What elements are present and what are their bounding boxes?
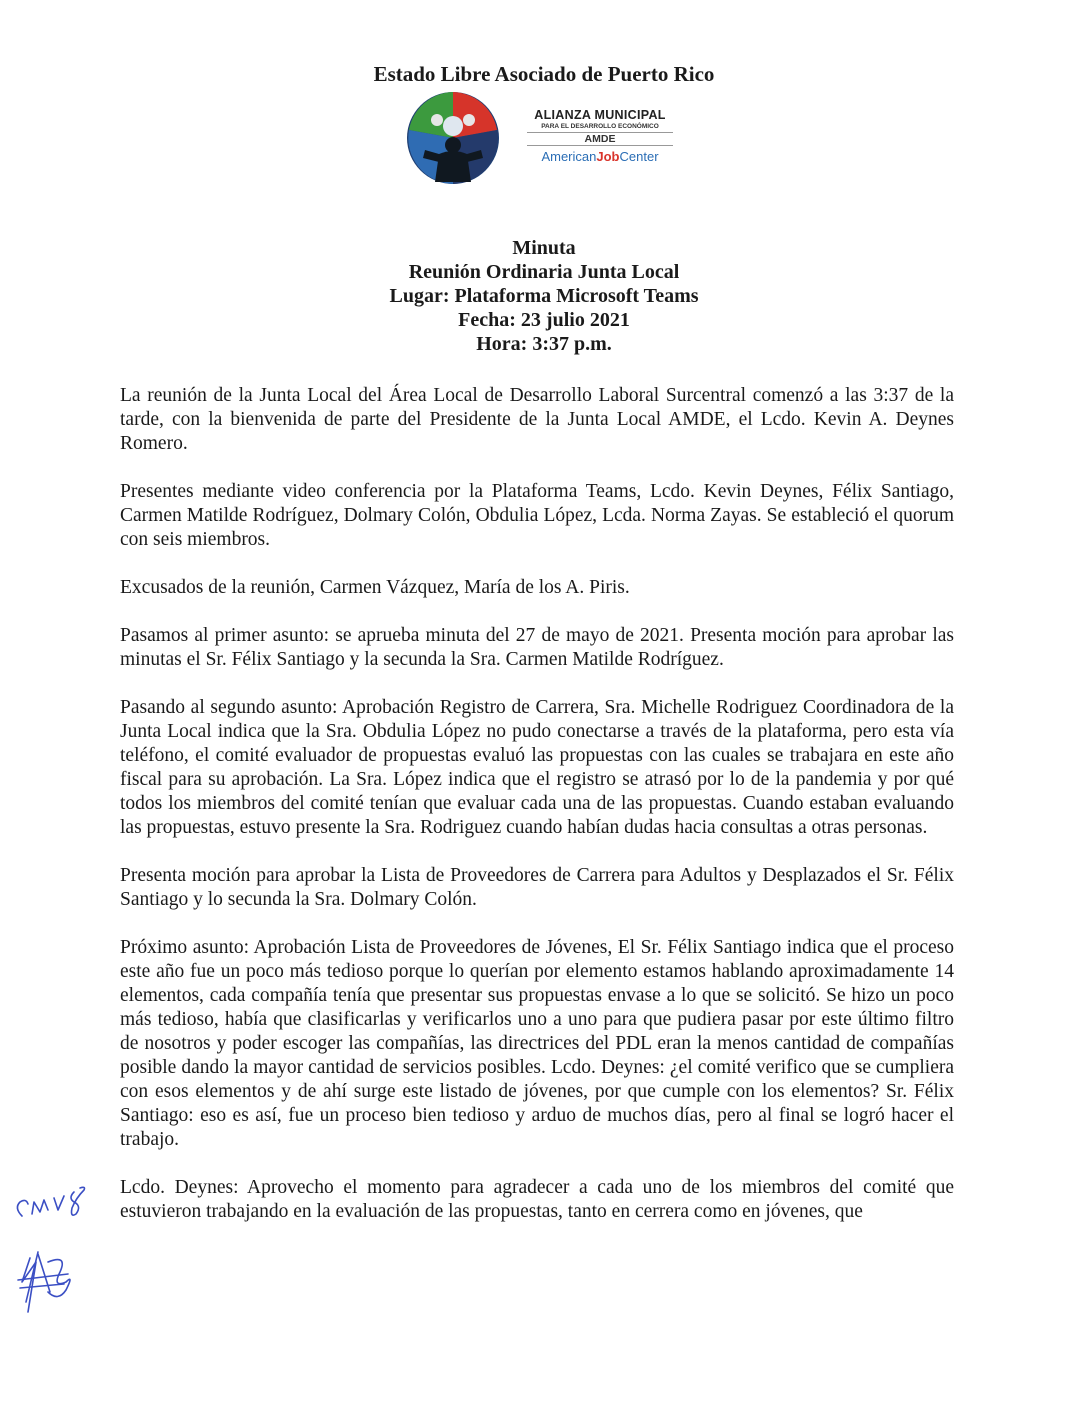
meeting-type: Minuta bbox=[512, 237, 576, 259]
paragraph-second-item: Pasando al segundo asunto: Aprobación Registro de Carrera, Sra. Michelle Rodriguez Coordinadora de la Junta Local indica que la Sra. Obdulia López no pudo conectarse a través de la plataforma, pero esta vía teléfono, el comité evaluador de propuestas evaluó las propuestas con las cuales se trabajara en este año fiscal para su aprobación. La Sra. López indica que el registro se atrasó por lo de la pandemia y por qué todos los miembros del comité tenían que evaluar cada una de las propuestas. Cuando estaban evaluando las propuestas, estuvo presente la Sra. Rodriguez cuando habían dudas hacia consultas a otras personas. bbox=[120, 697, 954, 838]
paragraph-acknowledgement: Lcdo. Deynes: Aprovecho el momento para agradecer a cada uno de los miembros del comité que estuvieron trabajando en la evaluación de las propuestas, tanto en cerrera como en jóvenes, que bbox=[120, 1177, 954, 1222]
paragraph-attendees: Presentes mediante video conferencia por la Plataforma Teams, Lcdo. Kevin Deynes, Félix Santiago, Carmen Matilde Rodríguez, Dolmary Colón, Obdulia López, Lcda. Norma Zayas. Se estableció el quorum con seis miembros. bbox=[120, 481, 954, 550]
meeting-place: Lugar: Plataforma Microsoft Teams bbox=[389, 285, 699, 307]
logo-center: Center bbox=[619, 149, 659, 164]
amde-emblem-icon bbox=[405, 90, 501, 186]
paragraph-motion-adults: Presenta moción para aprobar la Lista de Proveedores de Carrera para Adultos y Desplazados el Sr. Félix Santiago y lo secunda la Sra. Dolmary Colón. bbox=[120, 865, 954, 910]
paragraph-excused: Excusados de la reunión, Carmen Vázquez, María de los A. Piris. bbox=[120, 577, 630, 598]
logo-american: American bbox=[541, 149, 597, 164]
document-header-title: Estado Libre Asociado de Puerto Rico bbox=[373, 62, 715, 86]
handwritten-initials-icon bbox=[8, 1162, 118, 1362]
logo-line-american-job-center bbox=[515, 149, 685, 164]
meeting-time: Hora: 3:37 p.m. bbox=[476, 333, 612, 355]
meeting-info-block bbox=[0, 236, 1088, 356]
meeting-name: Reunión Ordinaria Junta Local bbox=[408, 261, 680, 283]
meeting-date: Fecha: 23 julio 2021 bbox=[458, 309, 630, 331]
logo-job: Job bbox=[596, 149, 620, 164]
paragraph-opening: La reunión de la Junta Local del Área Local de Desarrollo Laboral Surcentral comenzó a las 3:37 de la tarde, con la bienvenida de parte del Presidente de la Junta Local AMDE, el Lcdo. Kevin A. Deynes Romero. bbox=[120, 385, 954, 454]
minutes-body bbox=[120, 384, 954, 1248]
amde-logo bbox=[405, 90, 695, 190]
paragraph-first-item: Pasamos al primer asunto: se aprueba minuta del 27 de mayo de 2021. Presenta moción para aprobar las minutas el Sr. Félix Santiago y la secunda la Sra. Carmen Matilde Rodríguez. bbox=[120, 625, 954, 670]
logo-line-desarrollo: PARA EL DESARROLLO ECONÓMICO bbox=[541, 123, 659, 130]
paragraph-youth-providers: Próximo asunto: Aprobación Lista de Proveedores de Jóvenes, El Sr. Félix Santiago indica que el proceso este año fue un poco más tedioso porque lo querían por elemento estamos hablando aproximadamente 14 elementos, cada compañía tenía que presentar sus propuestas envase a lo que se solicitó. Se hizo un poco más tedioso, había que clasificarlas y verificarlos uno a uno para que pudiera pasar por este último filtro de nosotros y poder escoger las compañías, las directrices del PDL eran la menos cantidad de compañías posible dando la mayor cantidad de servicios posibles. Lcdo. Deynes: ¿el comité verifico que se cumpliera con esos elementos y de ahí surge este listado de jóvenes, por que cumple con los elementos? Sr. Félix Santiago: eso es así, fue un proceso bien tedioso y arduo de muchos días, pero al final se logró hacer el trabajo. bbox=[120, 937, 954, 1150]
logo-line-alianza: ALIANZA MUNICIPAL bbox=[534, 108, 666, 122]
amde-logo-text bbox=[515, 108, 685, 164]
logo-line-amde: AMDE bbox=[527, 132, 673, 146]
